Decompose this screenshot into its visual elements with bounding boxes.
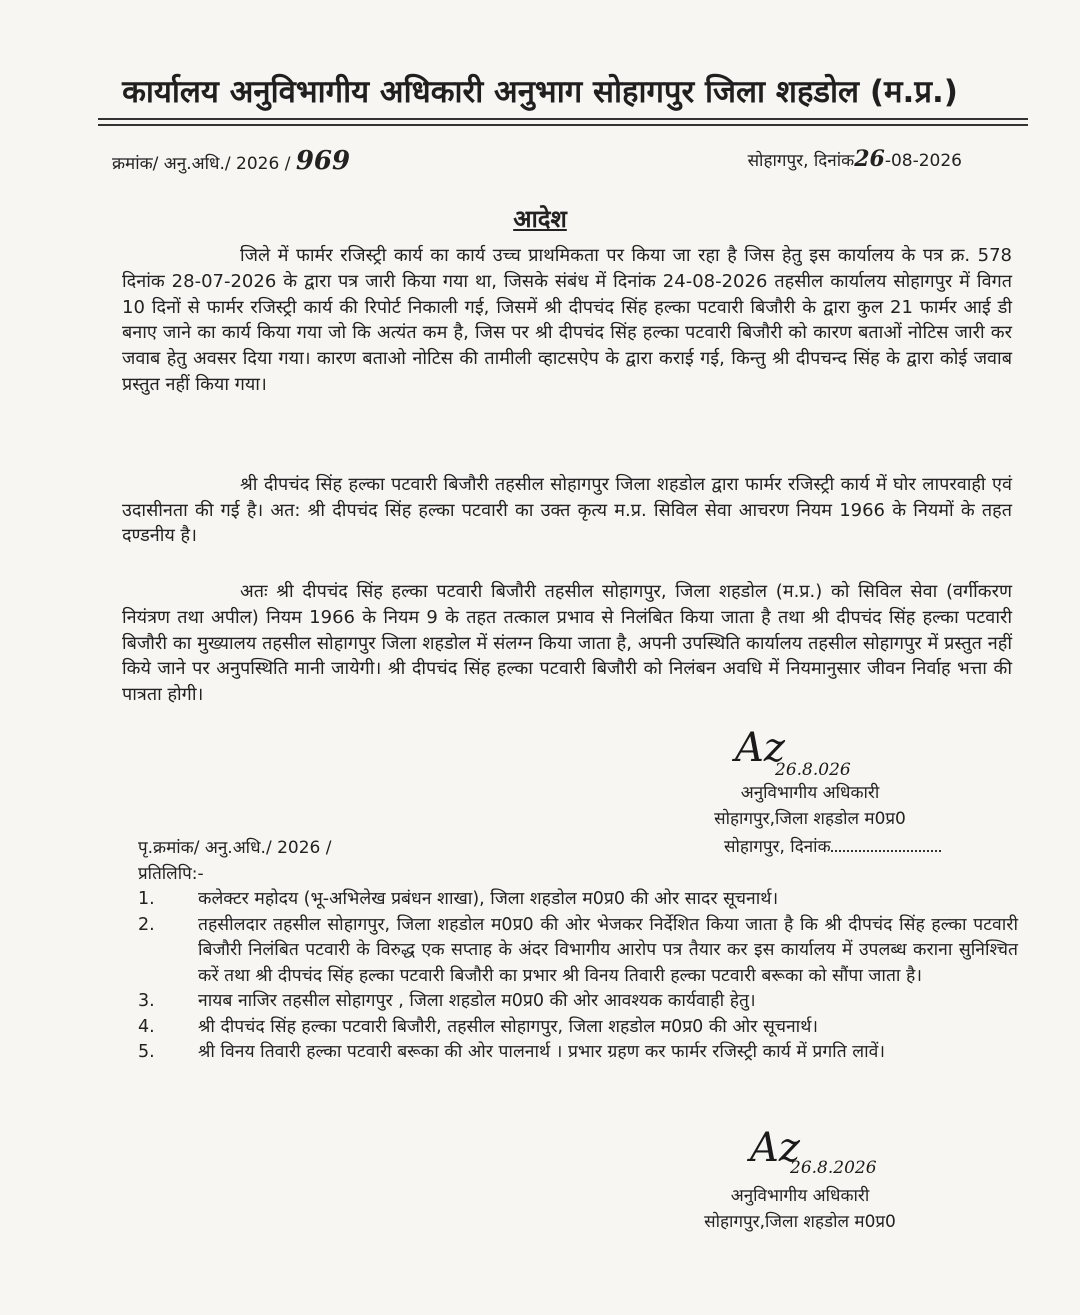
place-date-line bbox=[748, 146, 962, 172]
reference-number: 969 bbox=[295, 146, 351, 176]
order-paragraph-1: जिले में फार्मर रजिस्ट्री कार्य का कार्य उच्च प्राथमिकता पर किया जा रहा है जिस हेतु इस कार्यालय के पत्र क्र. 578 दिनांक 28-07-2026 के द्वारा पत्र जारी किया गया था, जिसके संबंध में दिनांक 24-08-2026 तहसील कार्यालय सोहागपुर में विगत 10 दिनों से फार्मर रजिस्ट्री कार्य की रिपोर्ट निकाली गई, जिसमें श्री दीपचंद सिंह हल्का पटवारी बिजौरी के द्वारा कुल 21 फार्मर आई डी बनाए जाने का कार्य किया गया जो कि अत्यंत कम है, जिस पर श्री दीपचंद सिंह हल्का पटवारी बिजौरी को कारण बताओं नोटिस जारी कर जवाब हेतु अवसर दिया गया। कारण बताओ नोटिस की तामीली व्हाटसऐप के द्वारा कराई गई, किन्तु श्री दीपचन्द सिंह के द्वारा कोई जवाब प्रस्तुत नहीं किया गया। bbox=[122, 245, 1012, 395]
copy-heading: प्रतिलिपि:- bbox=[138, 864, 204, 884]
place-date-rest: -08-2026 bbox=[884, 151, 962, 171]
signature-1-designation: अनुविभागीय अधिकारी bbox=[740, 783, 880, 803]
copy-item-number: 3. bbox=[138, 991, 155, 1011]
copy-item-text: कलेक्टर महोदय (भू-अभिलेख प्रबंधन शाखा), जिला शहडोल म0प्र0 की ओर सादर सूचनार्थ। bbox=[198, 889, 779, 909]
signature-2-designation: अनुविभागीय अधिकारी bbox=[730, 1186, 870, 1206]
signature-2-block bbox=[650, 1183, 950, 1235]
copy-date-label: सोहागपुर, दिनांक bbox=[724, 837, 831, 857]
header-rule-top bbox=[98, 118, 1028, 120]
copy-item-text: श्री दीपचंद सिंह हल्का पटवारी बिजौरी, तहसील सोहागपुर, जिला शहडोल म0प्र0 की ओर सूचनार्थ। bbox=[198, 1016, 819, 1037]
copy-list-item bbox=[138, 887, 1018, 913]
copy-list-item bbox=[138, 1015, 1018, 1041]
copy-item-number: 2. bbox=[138, 914, 155, 935]
copy-date-line bbox=[724, 834, 941, 857]
copy-item-text: श्री विनय तिवारी हल्का पटवारी बरूका की ओर पालनार्थ । प्रभार ग्रहण कर फार्मर रजिस्ट्री कार्य में प्रगति लावें। bbox=[198, 1042, 886, 1062]
copy-list bbox=[138, 887, 1018, 1066]
signature-2-date: 26.8.2026 bbox=[790, 1158, 877, 1178]
copy-item-number: 1. bbox=[138, 889, 155, 909]
copy-item-text: तहसीलदार तहसील सोहागपुर, जिला शहडोल म0प्र0 की ओर भेजकर निर्देशित किया जाता है कि श्री दीपचंद सिंह हल्का पटवारी बिजौरी निलंबित पटवारी के विरुद्ध एक सप्ताह के अंदर विभागीय आरोप पत्र तैयार कर इस कार्यालय में उपलब्ध कराना सुनिश्चित करें तथा श्री दीपचंद सिंह हल्का पटवारी बिजौरी का प्रभार श्री विनय तिवारी हल्का पटवारी बरूका को सौंपा जाता है। bbox=[198, 914, 1018, 986]
reference-line bbox=[112, 146, 350, 176]
signature-1-mark: Az bbox=[735, 725, 785, 771]
copy-item-number: 5. bbox=[138, 1042, 155, 1062]
signature-2-mark: Az bbox=[750, 1125, 800, 1171]
reference-label: क्रमांक/ अनु.अधि./ 2026 / bbox=[112, 154, 291, 174]
copy-item-text: नायब नाजिर तहसील सोहागपुर , जिला शहडोल म0प्र0 की ओर आवश्यक कार्यवाही हेतु। bbox=[198, 991, 756, 1011]
copy-item-number: 4. bbox=[138, 1016, 155, 1037]
letterhead: कार्यालय अनुविभागीय अधिकारी अनुभाग सोहागपुर जिला शहडोल (म.प्र.) bbox=[122, 74, 958, 110]
order-paragraph-3: अतः श्री दीपचंद सिंह हल्का पटवारी बिजौरी तहसील सोहागपुर, जिला शहडोल (म.प्र.) को सिविल सेवा (वर्गीकरण नियंत्रण तथा अपील) नियम 1966 के नियम 9 के तहत तत्काल प्रभाव से निलंबित किया जाता है तथा श्री दीपचंद सिंह हल्का पटवारी बिजौरी का मुख्यालय तहसील सोहागपुर जिला शहडोल में संलग्न किया जाता है, अपनी उपस्थिति कार्यालय तहसील सोहागपुर में प्रस्तुत नहीं किये जाने पर अनुपस्थिति मानी जायेगी। श्री दीपचंद सिंह हल्का पटवारी बिजौरी को निलंबन अवधि में नियमानुसार जीवन निर्वाह भत्ता की पात्रता होगी। bbox=[122, 581, 1012, 706]
place-date-day: 26 bbox=[854, 146, 885, 172]
header-rule-bottom bbox=[98, 124, 1028, 126]
copy-list-item bbox=[138, 913, 1018, 990]
copy-reference: पृ.क्रमांक/ अनु.अधि./ 2026 / bbox=[138, 838, 332, 858]
signature-1-office: सोहागपुर,जिला शहडोल म0प्र0 bbox=[714, 809, 906, 829]
order-title: आदेश bbox=[513, 205, 567, 233]
copy-list-item bbox=[138, 1040, 1018, 1066]
place-date-label: सोहागपुर, दिनांक bbox=[747, 151, 855, 171]
order-paragraph-2: श्री दीपचंद सिंह हल्का पटवारी बिजौरी तहसील सोहागपुर जिला शहडोल द्वारा फार्मर रजिस्ट्री कार्य में घोर लापरवाही एवं उदासीनता की गई है। अत: श्री दीपचंद सिंह हल्का पटवारी का उक्त कृत्य म.प्र. सिविल सेवा आचरण नियम 1966 के नियमों के तहत दण्डनीय है। bbox=[122, 474, 1012, 546]
copy-list-item bbox=[138, 989, 1018, 1015]
signature-1-block bbox=[660, 780, 960, 832]
date-blank bbox=[831, 836, 941, 852]
copy-reference-block bbox=[138, 835, 331, 887]
signature-2-office: सोहागपुर,जिला शहडोल म0प्र0 bbox=[704, 1212, 896, 1232]
signature-1-date: 26.8.026 bbox=[775, 760, 851, 780]
